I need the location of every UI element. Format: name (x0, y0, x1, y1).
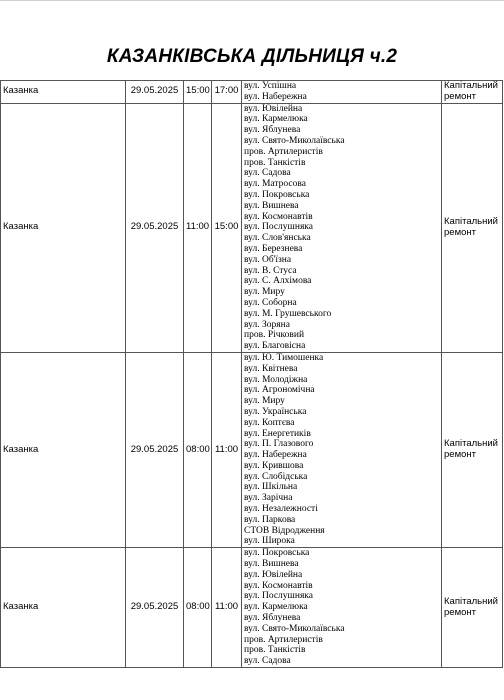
street-item: вул. Набережна (244, 91, 307, 102)
street-item: вул. Слобідська (244, 471, 308, 482)
start-time-cell: 08:00 (184, 548, 212, 668)
table-row (1, 103, 503, 352)
street-item: вул. Енергетиків (244, 428, 311, 439)
street-item: СТОВ Відродження (244, 525, 325, 536)
street-item: вул. Об'їзна (244, 254, 292, 265)
street-item: вул. Незалежності (244, 504, 318, 515)
streets-cell (242, 548, 442, 668)
street-item: вул. Садова (244, 656, 291, 667)
street-item: вул. Соборна (244, 297, 297, 308)
work-type-cell (442, 352, 503, 547)
street-item: вул. Матросова (244, 179, 306, 190)
table-row (1, 548, 503, 668)
work-type-line: ремонт (444, 226, 476, 238)
street-item: вул. Миру (244, 287, 285, 298)
start-time-cell: 08:00 (184, 352, 212, 547)
street-item: вул. Крившова (244, 460, 304, 471)
work-type-line: Капітальний (444, 595, 498, 607)
end-time-cell: 11:00 (212, 352, 242, 547)
streets-cell (242, 81, 442, 104)
street-item: вул. Послушняка (244, 222, 313, 233)
street-item: вул. Космонавтів (244, 211, 313, 222)
street-item: вул. Свято-Миколаївська (244, 623, 345, 634)
street-item: вул. С. Алхімова (244, 276, 312, 287)
date-cell: 29.05.2025 (126, 548, 184, 668)
end-time-cell: 17:00 (212, 81, 242, 104)
street-item: вул. Ювілейна (244, 103, 303, 114)
street-item: вул. Агрономічна (244, 385, 315, 396)
street-item: вул. Кармелюка (244, 602, 308, 613)
street-item: вул. Покровська (244, 189, 310, 200)
table-row (1, 352, 503, 547)
street-item: вул. Коптєва (244, 417, 295, 428)
street-item: вул. Квітнева (244, 363, 298, 374)
street-item: вул. В. Стуса (244, 265, 297, 276)
street-item: пров. Річковий (244, 330, 305, 341)
street-item: вул. Зоряна (244, 319, 290, 330)
end-time-cell: 15:00 (212, 103, 242, 352)
street-item: вул. Вишнева (244, 200, 299, 211)
street-item: вул. Шкільна (244, 482, 298, 493)
street-item: вул. Березнева (244, 243, 303, 254)
street-item: вул. Ювілейна (244, 569, 303, 580)
start-time-cell: 11:00 (184, 103, 212, 352)
start-time-cell: 15:00 (184, 81, 212, 104)
work-type-cell (442, 81, 503, 104)
street-item: пров. Танкістів (244, 645, 306, 656)
street-item: вул. Українська (244, 406, 307, 417)
street-item: вул. Молодіжна (244, 374, 308, 385)
streets-cell (242, 103, 442, 352)
work-type-line: Капітальний (444, 438, 498, 450)
settlement-cell: Казанка (1, 352, 126, 547)
street-item: вул. П. Глазового (244, 439, 314, 450)
street-item: вул. Ю. Тимошенка (244, 352, 324, 363)
street-item: вул. Кармелюка (244, 114, 308, 125)
date-cell: 29.05.2025 (126, 103, 184, 352)
street-item: пров. Артилеристів (244, 634, 323, 645)
outage-table (0, 80, 503, 668)
date-cell: 29.05.2025 (126, 81, 184, 104)
street-item: вул. Слов'янська (244, 233, 311, 244)
work-type-line: ремонт (444, 606, 476, 618)
street-item: вул. Покровська (244, 548, 310, 559)
street-item: вул. Широка (244, 536, 295, 547)
work-type-cell (442, 548, 503, 668)
streets-cell (242, 352, 442, 547)
work-type-line: ремонт (444, 449, 476, 461)
street-item: вул. Набережна (244, 450, 307, 461)
street-item: вул. Свято-Миколаївська (244, 135, 345, 146)
date-cell: 29.05.2025 (126, 352, 184, 547)
work-type-line: ремонт (444, 90, 476, 102)
street-item: вул. Благовісна (244, 341, 306, 352)
street-item: вул. Послушняка (244, 591, 313, 602)
work-type-cell (442, 103, 503, 352)
street-item: пров. Артилеристів (244, 146, 323, 157)
top-border (0, 0, 504, 1)
work-type-line: Капітальний (444, 215, 498, 227)
settlement-cell: Казанка (1, 81, 126, 104)
street-item: вул. Яблунева (244, 613, 301, 624)
table-row (1, 81, 503, 104)
street-item: вул. Миру (244, 396, 285, 407)
settlement-cell: Казанка (1, 548, 126, 668)
street-item: вул. Успішна (244, 81, 297, 91)
street-item: вул. Паркова (244, 514, 296, 525)
street-item: вул. Космонавтів (244, 580, 313, 591)
page-title: КАЗАНКІВСЬКА ДІЛЬНИЦЯ ч.2 (106, 46, 398, 67)
street-item: вул. Яблунева (244, 125, 301, 136)
street-item: вул. Зарічна (244, 493, 293, 504)
street-item: вул. М. Грушевського (244, 308, 332, 319)
street-item: пров. Танкістів (244, 157, 306, 168)
settlement-cell: Казанка (1, 103, 126, 352)
street-item: вул. Садова (244, 168, 291, 179)
street-item: вул. Вишнева (244, 559, 299, 570)
end-time-cell: 11:00 (212, 548, 242, 668)
work-type-line: Капітальний (444, 80, 498, 91)
